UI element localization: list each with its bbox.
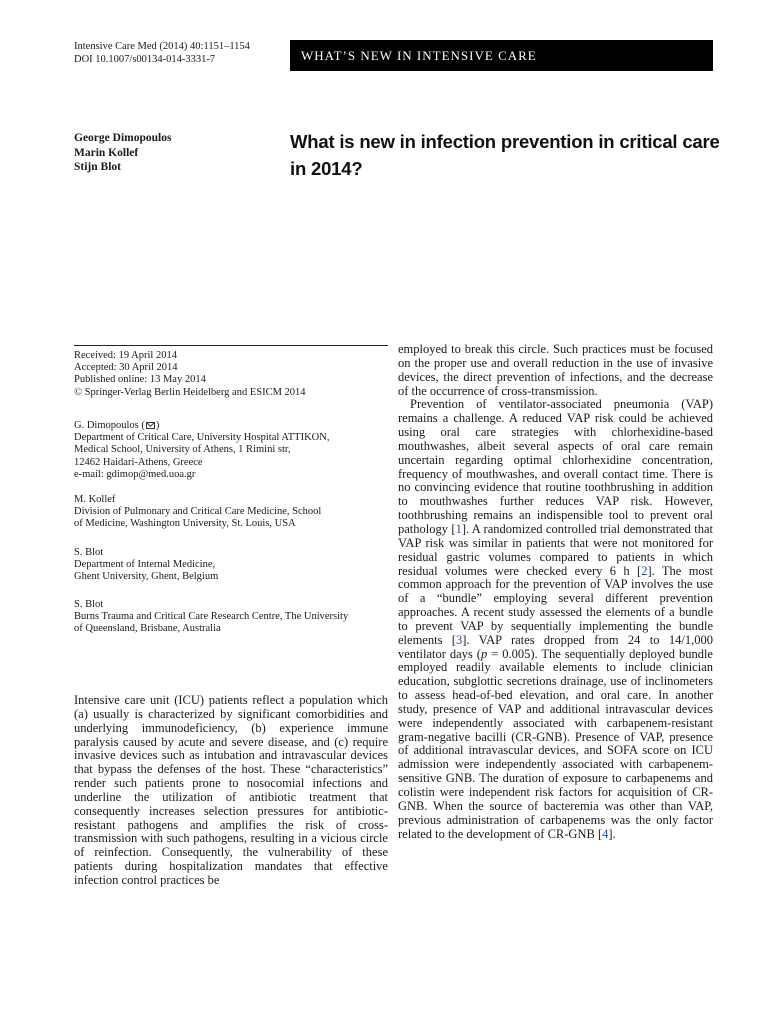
author-name: Stijn Blot [74,161,121,173]
section-banner [290,40,713,71]
author-list [74,131,171,175]
body-paragraph: Prevention of ventilator-associated pneumonia (VAP) remains a challenge. A reduced VAP risk could be achieved using oral care strategies with chlorhexidine-based mouthwashes, albeit several aspects of oral care remain uncertain regarding optimal chlorhexidine concentration, frequency of mouthwashes, and overall contact time. There is no convincing evidence that routine toothbrushing in addition to mouthwashes further reduces VAP risk. However, toothbrushing remains an indispensible tool to prevent oral pathology [1]. A randomized controlled trial demonstrated that VAP risk was similar in patients that were not monitored for residual gastric volumes compared to patients in which residual volumes were checked every 6 h [2]. The most common approach for the prevention of VAP involves the use of a “bundle” employing several different prevention approaches. A recent study assessed the elements of a bundle to prevent VAP by sequentially implementing the bundle elements [3]. VAP rates dropped from 24 to 14/1,000 ventilator days (p = 0.005). The sequentially deployed bundle employed readily available elements to include clinician education, subglottic secretions drainage, use of inclinometers to assess head-of-bed elevation, and oral care. In another study, presence of VAP and additional intravascular devices were independently associated with carbapenem-resistant gram-negative bacilli (CR-GNB). Presence of VAP, presence of additional intravascular devices, and SOFA score on ICU admission were independently associated with carbapenem-sensitive GNB. The duration of exposure to carbapenems and colistin were independent risk factors for acquisition of CR-GNB. When the source of bacteremia was other than VAP, previous administration of carbapenems was the only factor related to the development of CR-GNB [4]. [398,397,714,841]
affiliation-author: S. Blot [74,599,104,610]
author-name: Marin Kollef [74,146,139,159]
affiliation-author: G. Dimopoulos ( ) [74,420,160,431]
body-paragraph: Intensive care unit (ICU) patients reflect a population which (a) usually is characterized by significant comorbidities and underlying immunodeficiency, (b) experience immune paralysis caused by acute and severe disease, and (c) require invasive devices such as intubation and intravascular devices that bypass the defenses of the host. These “characteristics” render such patients prone to nosocomial infections and underline the utilization of antibiotic treatment that consequently increases selection pressures for antibiotic-resistant pathogens and amplifies the risk of cross-transmission with such pathogens, resulting in a vicious circle of reinfection. Consequently, the vulnerability of these patients during hospitalization mandates that effective infection control practices be [74,693,388,887]
affiliation-line: Medical School, University of Athens, 1 Rimini str, [74,444,291,456]
affiliation-author: M. Kollef [74,494,116,505]
body-paragraph: employed to break this circle. Such practices must be focused on the proper use and overall reduction in the use of invasive devices, the direct prevention of infections, and the decrease of the occurrence of cross-transmission. [398,342,713,398]
affiliation-line: Division of Pulmonary and Critical Care Medicine, School [74,506,322,518]
journal-citation: Intensive Care Med (2014) 40:1151–1154 [74,41,250,52]
accepted-date: Accepted: 30 April 2014 [74,362,178,374]
affiliation-block [74,494,388,531]
affiliation-line: Ghent University, Ghent, Belgium [74,571,219,583]
received-date: Received: 19 April 2014 [74,350,177,361]
journal-info [74,40,250,66]
affiliation-line: 12462 Haidari-Athens, Greece [74,456,203,468]
reference-link[interactable]: 3 [455,632,463,647]
reference-link[interactable]: 1 [455,521,462,536]
affiliation-line: Burns Trauma and Critical Care Research Centre, The University [74,611,349,623]
affiliation-author: S. Blot [74,547,104,558]
reference-link[interactable]: 4 [602,826,609,841]
body-column-right [398,343,713,841]
affiliation-line: of Medicine, Washington University, St. Louis, USA [74,518,296,530]
envelope-icon [146,422,155,429]
article-title: What is new in infection prevention in critical care in 2014? [290,131,720,179]
affiliation-line: of Queensland, Brisbane, Australia [74,623,221,635]
section-banner-label: WHAT’S NEW IN INTENSIVE CARE [301,47,537,63]
reference-link[interactable]: 2 [641,563,648,578]
author-email[interactable]: e-mail: gdimop@med.uoa.gr [74,468,196,480]
affiliation-block [74,547,388,584]
body-column-left [74,694,388,888]
author-name: George Dimopoulos [74,132,172,144]
copyright: © Springer-Verlag Berlin Heidelberg and ESICM 2014 [74,386,306,398]
publication-dates [74,350,388,399]
affiliation-block [74,599,388,636]
affiliation-block [74,420,388,481]
divider [74,345,388,346]
affiliation-line: Department of Critical Care, University Hospital ATTIKON, [74,432,330,444]
journal-doi: DOI 10.1007/s00134-014-3331-7 [74,54,216,65]
published-date: Published online: 13 May 2014 [74,374,206,386]
affiliation-line: Department of Internal Medicine, [74,559,216,571]
